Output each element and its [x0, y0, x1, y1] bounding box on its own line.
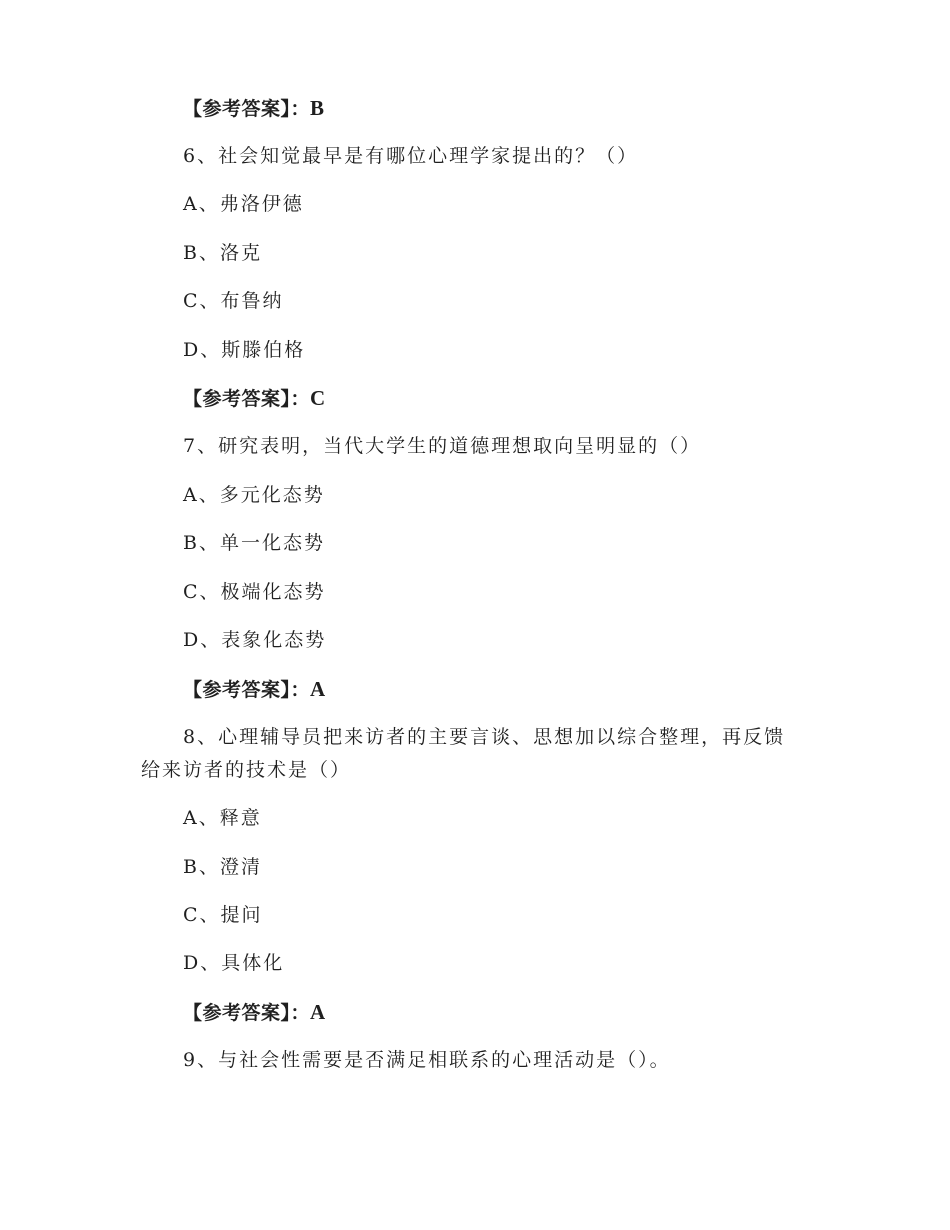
answer-q7 [183, 677, 326, 702]
question-6-option-a: A、弗洛伊德 [183, 193, 304, 215]
question-6-option-c: C、布鲁纳 [183, 290, 284, 312]
question-7-option-c: C、极端化态势 [183, 581, 326, 603]
answer-value: C [310, 386, 326, 410]
question-7-option-a: A、多元化态势 [183, 484, 325, 506]
answer-label: 【参考答案】： [183, 679, 311, 701]
question-6-option-b: B、洛克 [183, 242, 262, 264]
question-7-option-d: D、表象化态势 [183, 629, 327, 651]
question-8-stem-line2: 给来访者的技术是（） [141, 759, 352, 781]
question-8-option-b: B、澄清 [183, 856, 262, 878]
question-8-option-d: D、具体化 [183, 952, 285, 974]
answer-q6 [183, 386, 326, 411]
answer-q8 [183, 1000, 326, 1025]
question-8-stem-line1: 8、心理辅导员把来访者的主要言谈、思想加以综合整理，再反馈 [183, 726, 786, 748]
question-6-stem: 6、社会知觉最早是有哪位心理学家提出的？（） [183, 145, 639, 167]
question-8-option-c: C、提问 [183, 904, 263, 926]
question-7-stem: 7、研究表明，当代大学生的道德理想取向呈明显的（） [183, 435, 702, 457]
question-9-stem: 9、与社会性需要是否满足相联系的心理活动是（）。 [183, 1049, 671, 1071]
answer-q5 [183, 96, 325, 121]
answer-label: 【参考答案】： [183, 1002, 311, 1024]
answer-label: 【参考答案】： [183, 98, 311, 120]
answer-value: B [310, 96, 325, 120]
answer-value: A [310, 677, 326, 701]
question-6-option-d: D、斯滕伯格 [183, 339, 306, 361]
question-8-option-a: A、释意 [183, 807, 262, 829]
answer-label: 【参考答案】： [183, 388, 311, 410]
question-7-option-b: B、单一化态势 [183, 532, 325, 554]
answer-value: A [310, 1000, 326, 1024]
